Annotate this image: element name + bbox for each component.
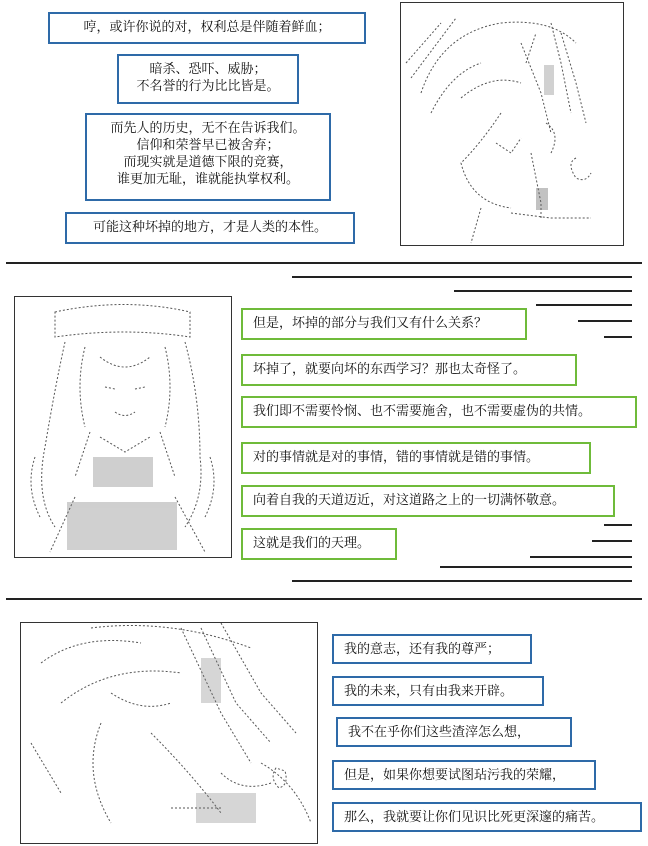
- bubble-line: 向着自我的天道迈近，对这道路之上的一切满怀敬意。: [253, 493, 566, 508]
- speech-bubble-7: [241, 396, 637, 428]
- bubble-line: 而现实就是道德下限的竞赛，: [123, 155, 293, 170]
- bubble-line: 对的事情就是对的事情，错的事情就是错的事情。: [253, 450, 540, 465]
- speech-bubble-6: [241, 354, 577, 386]
- bubble-line: 这就是我们的天理。: [253, 536, 371, 551]
- speech-bubble-2: [117, 54, 299, 104]
- speech-bubble-11: [332, 634, 532, 664]
- bubble-line: 而先人的历史，无不在告诉我们。: [110, 121, 306, 136]
- bubble-line: 那么，我就要让你们见识比死更深邃的痛苦。: [344, 810, 605, 825]
- panel-divider-1: [6, 262, 642, 264]
- speech-bubble-12: [332, 676, 544, 706]
- speech-bubble-1: [48, 12, 366, 44]
- speech-bubble-8: [241, 442, 591, 474]
- bubble-line: 不名誉的行为比比皆是。: [136, 79, 280, 94]
- bubble-line: 信仰和荣誉早已被舍弃；: [136, 138, 280, 153]
- speed-line: [530, 556, 632, 558]
- ascii-art-figure: [21, 623, 317, 843]
- speed-line: [592, 540, 632, 542]
- bubble-line: 坏掉了，就要向坏的东西学习？那也太奇怪了。: [253, 362, 527, 377]
- speed-line: [292, 580, 632, 582]
- speech-bubble-15: [332, 802, 642, 832]
- bubble-line: 但是，如果你想要试图玷污我的荣耀，: [344, 768, 566, 783]
- ascii-art-panel-1: [400, 2, 624, 246]
- speed-line: [578, 320, 632, 322]
- bubble-line: 暗杀、恐吓、威胁；: [149, 62, 267, 77]
- speech-bubble-9: [241, 485, 615, 517]
- ascii-art-panel-2: [14, 296, 232, 558]
- speed-line: [454, 290, 632, 292]
- speech-bubble-3: [85, 113, 331, 201]
- speed-line: [604, 336, 632, 338]
- bubble-line: 可能这种坏掉的地方，才是人类的本性。: [92, 220, 327, 235]
- bubble-line: 我们即不需要怜悯、也不需要施舍，也不需要虚伪的共情。: [253, 404, 592, 419]
- speech-bubble-10: [241, 528, 397, 560]
- ascii-art-figure: [15, 297, 231, 557]
- bubble-line: 我的未来，只有由我来开辟。: [344, 684, 514, 699]
- speed-line: [292, 276, 632, 278]
- ascii-art-panel-3: [20, 622, 318, 844]
- bubble-line: 谁更加无耻，谁就能执掌权利。: [116, 172, 299, 187]
- speed-line: [604, 524, 632, 526]
- speech-bubble-4: [65, 212, 355, 244]
- speech-bubble-5: [241, 308, 527, 340]
- speech-bubble-13: [336, 717, 572, 747]
- speed-line: [440, 566, 632, 568]
- bubble-line: 我的意志，还有我的尊严；: [344, 642, 501, 657]
- speed-line: [536, 304, 632, 306]
- speech-bubble-14: [332, 760, 596, 790]
- panel-divider-2: [6, 598, 642, 600]
- bubble-line: 但是，坏掉的部分与我们又有什么关系？: [253, 316, 488, 331]
- ascii-art-figure: [401, 3, 623, 245]
- bubble-line: 我不在乎你们这些渣滓怎么想，: [348, 725, 531, 740]
- bubble-line: 哼，或许你说的对，权利总是伴随着鲜血；: [83, 20, 331, 35]
